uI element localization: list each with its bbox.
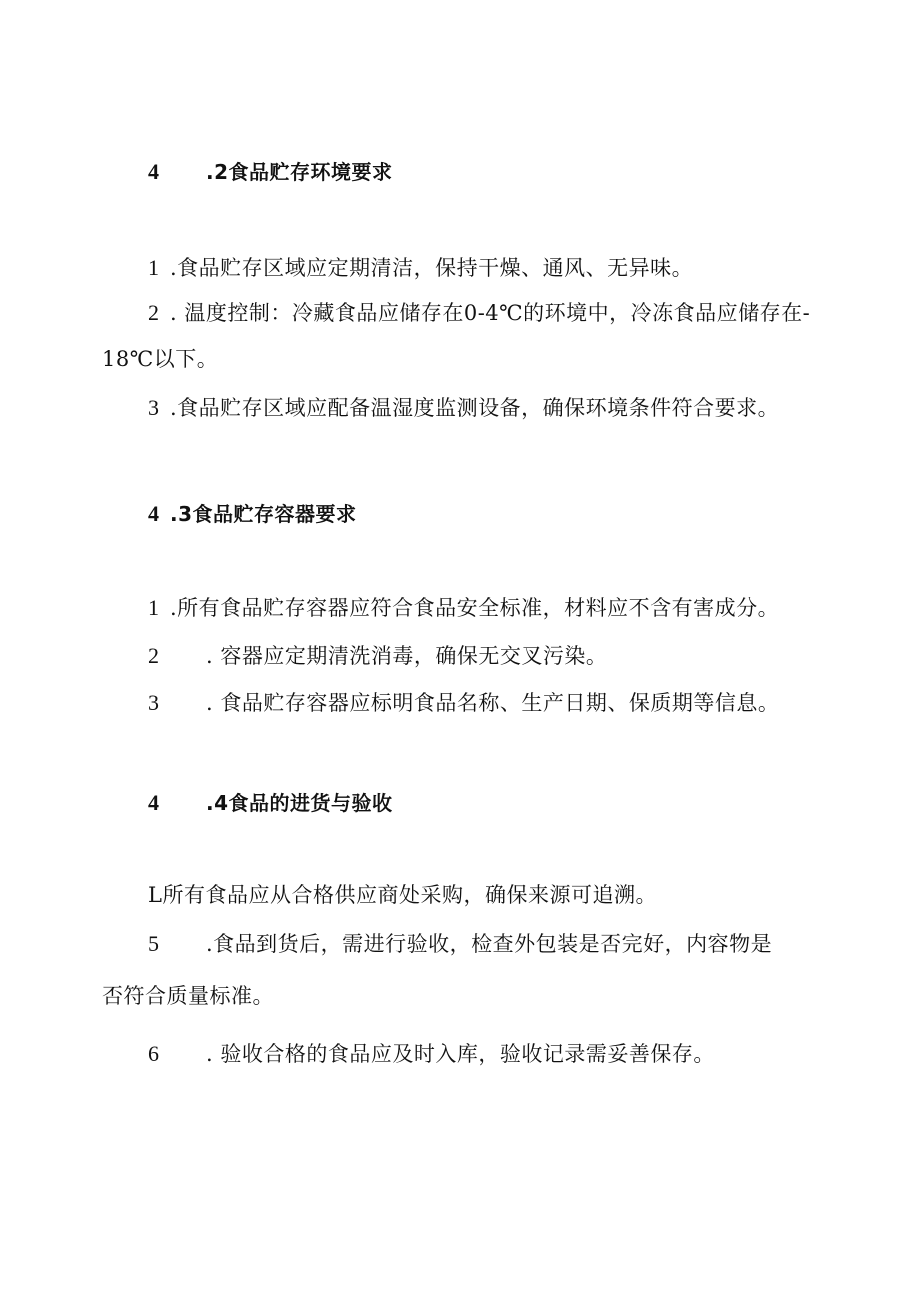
item-number: 5 <box>148 931 160 956</box>
list-item-continuation <box>102 345 218 373</box>
item-text: L所有食品应从合格供应商处采购，确保来源可追溯。 <box>148 883 657 907</box>
item-number: 3 <box>148 690 160 715</box>
item-text-cont: 18℃以下。 <box>102 347 219 371</box>
heading-title: .3食品贮存容器要求 <box>170 502 357 526</box>
heading-number: 4 <box>148 501 160 526</box>
item-number: 1 <box>148 595 160 620</box>
item-text: . 容器应定期清洗消毒，确保无交叉污染。 <box>206 644 608 668</box>
item-text: .所有食品贮存容器应符合食品安全标准，材料应不含有害成分。 <box>170 596 780 620</box>
item-text: .食品到货后，需进行验收，检查外包装是否完好，内容物是 <box>206 932 773 956</box>
item-text: . 食品贮存容器应标明食品名称、生产日期、保质期等信息。 <box>206 691 780 715</box>
item-text: . 验收合格的食品应及时入库，验收记录需妥善保存。 <box>206 1042 715 1066</box>
item-number: 2 <box>148 300 160 325</box>
item-number: 3 <box>148 395 160 420</box>
item-number: 2 <box>148 643 160 668</box>
heading-title: .4食品的进货与验收 <box>206 791 393 815</box>
heading-title: .2食品贮存环境要求 <box>206 160 393 184</box>
item-text: .食品贮存区域应定期清洁，保持干燥、通风、无异味。 <box>170 256 694 280</box>
item-text-cont: 否符合质量标准。 <box>102 984 274 1008</box>
item-text: . 温度控制：冷藏食品应储存在0-4℃的环境中，冷冻食品应储存在- <box>170 301 811 325</box>
item-number: 6 <box>148 1041 160 1066</box>
heading-number: 4 <box>148 159 160 184</box>
list-item-continuation <box>102 982 274 1010</box>
item-number: 1 <box>148 255 160 280</box>
item-text: .食品贮存区域应配备温湿度监测设备，确保环境条件符合要求。 <box>170 396 780 420</box>
heading-number: 4 <box>148 790 160 815</box>
